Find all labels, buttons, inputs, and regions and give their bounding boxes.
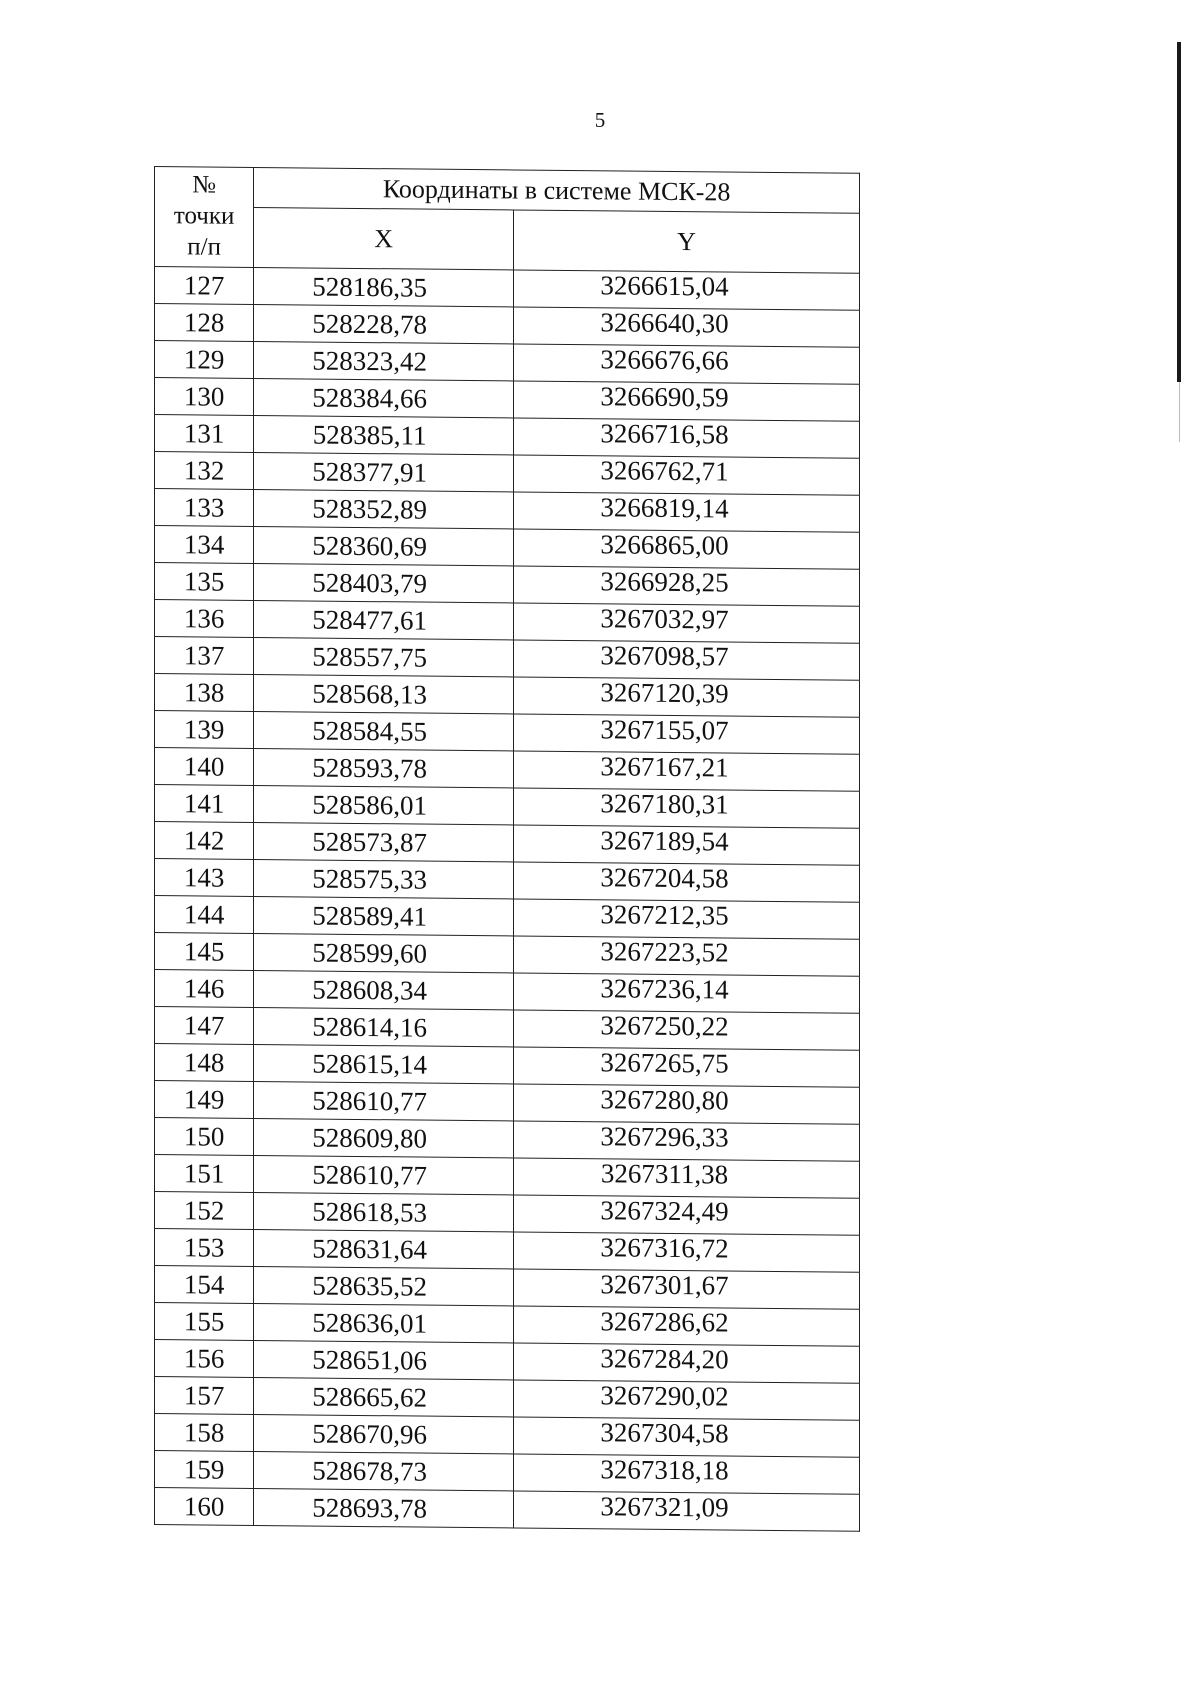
x-coordinate-cell <box>254 711 514 750</box>
x-coordinate-cell <box>254 526 514 565</box>
y-coordinate-value: 3266676,66 <box>600 343 729 376</box>
y-coordinate-cell <box>514 640 860 680</box>
x-coordinate-value: 528636,01 <box>312 1307 428 1339</box>
x-coordinate-cell <box>254 637 514 676</box>
point-number-cell: 128 <box>155 304 254 342</box>
y-coordinate-cell <box>514 492 860 532</box>
y-coordinate-cell <box>514 1380 860 1420</box>
point-number-cell: 155 <box>155 1303 254 1341</box>
x-coordinate-cell <box>254 1044 514 1083</box>
y-coordinate-cell <box>514 603 860 643</box>
y-coordinate-cell <box>514 1232 860 1272</box>
y-coordinate-cell <box>514 1491 860 1531</box>
x-column-header: X <box>254 208 514 270</box>
point-number-cell: 150 <box>155 1118 254 1156</box>
x-coordinate-value: 528584,55 <box>312 715 428 747</box>
x-coordinate-cell <box>254 970 514 1009</box>
x-coordinate-cell <box>254 304 514 343</box>
point-number-cell: 136 <box>155 600 254 638</box>
y-coordinate-value: 3267316,72 <box>600 1231 729 1264</box>
x-coordinate-value: 528360,69 <box>312 530 428 562</box>
y-coordinate-cell <box>514 751 860 791</box>
x-coordinate-cell <box>254 1488 514 1527</box>
y-coordinate-value: 3267212,35 <box>600 898 729 931</box>
y-coordinate-value: 3266762,71 <box>600 454 729 487</box>
x-coordinate-cell <box>254 1377 514 1416</box>
x-coordinate-cell <box>254 822 514 861</box>
y-coordinate-value: 3267286,62 <box>600 1305 729 1338</box>
x-coordinate-value: 528228,78 <box>312 308 428 340</box>
point-number-cell: 137 <box>155 637 254 675</box>
x-coordinate-value: 528385,11 <box>312 419 427 451</box>
scan-edge-mark <box>1177 42 1181 382</box>
y-coordinate-value: 3267311,38 <box>600 1157 729 1190</box>
header-row-title <box>155 167 860 214</box>
point-number-cell: 154 <box>155 1266 254 1304</box>
x-coordinate-cell <box>254 896 514 935</box>
x-coordinate-value: 528403,79 <box>312 567 428 599</box>
y-coordinate-cell <box>514 344 860 384</box>
point-number-cell: 153 <box>155 1229 254 1267</box>
point-number-cell: 141 <box>155 785 254 823</box>
y-coordinate-cell <box>514 1010 860 1050</box>
x-coordinate-value: 528575,33 <box>312 863 428 895</box>
x-coordinate-cell <box>254 1266 514 1305</box>
y-coordinate-cell <box>514 307 860 347</box>
point-number-cell: 129 <box>155 341 254 379</box>
x-coordinate-cell <box>254 859 514 898</box>
point-number-header-line1: № <box>192 171 217 199</box>
point-number-cell: 127 <box>155 267 254 305</box>
point-number-cell: 134 <box>155 526 254 564</box>
point-number-cell: 146 <box>155 970 254 1008</box>
x-coordinate-value: 528477,61 <box>312 604 428 636</box>
x-coordinate-cell <box>254 415 514 454</box>
y-coordinate-cell <box>514 862 860 902</box>
y-coordinate-value: 3266615,04 <box>600 269 729 302</box>
y-coordinate-value: 3266640,30 <box>600 306 729 339</box>
y-coordinate-cell <box>514 1454 860 1494</box>
x-coordinate-value: 528586,01 <box>312 789 428 821</box>
x-coordinate-value: 528608,34 <box>312 974 428 1006</box>
x-coordinate-value: 528352,89 <box>312 493 428 525</box>
point-number-cell: 156 <box>155 1340 254 1378</box>
x-coordinate-cell <box>254 452 514 491</box>
coordinates-system-header: Координаты в системе МСК-28 <box>254 167 860 213</box>
table-row <box>155 1488 860 1532</box>
x-coordinate-cell <box>254 1192 514 1231</box>
x-coordinate-value: 528377,91 <box>312 456 428 488</box>
x-coordinate-value: 528631,64 <box>312 1233 428 1265</box>
x-coordinate-value: 528678,73 <box>312 1455 428 1487</box>
point-number-cell: 145 <box>155 933 254 971</box>
y-coordinate-value: 3267296,33 <box>600 1120 729 1153</box>
y-coordinate-value: 3266865,00 <box>600 528 729 561</box>
x-coordinate-cell <box>254 674 514 713</box>
y-coordinate-value: 3267324,49 <box>600 1194 729 1227</box>
y-coordinate-value: 3266716,58 <box>600 417 729 450</box>
y-coordinate-value: 3267189,54 <box>600 824 729 857</box>
point-number-header <box>155 167 254 268</box>
x-coordinate-cell <box>254 1155 514 1194</box>
x-coordinate-value: 528573,87 <box>312 826 428 858</box>
point-number-cell: 160 <box>155 1488 254 1526</box>
y-coordinate-cell <box>514 455 860 495</box>
y-coordinate-value: 3267098,57 <box>600 639 729 672</box>
point-number-cell: 133 <box>155 489 254 527</box>
point-number-cell: 143 <box>155 859 254 897</box>
y-coordinate-cell <box>514 1269 860 1309</box>
y-coordinate-cell <box>514 1121 860 1161</box>
y-coordinate-value: 3267290,02 <box>600 1379 729 1412</box>
x-coordinate-cell <box>254 1081 514 1120</box>
x-coordinate-value: 528651,06 <box>312 1344 428 1376</box>
point-number-cell: 152 <box>155 1192 254 1230</box>
y-coordinate-cell <box>514 1047 860 1087</box>
y-coordinate-value: 3267301,67 <box>600 1268 729 1301</box>
point-number-cell: 148 <box>155 1044 254 1082</box>
x-coordinate-cell <box>254 1229 514 1268</box>
point-number-cell: 135 <box>155 563 254 601</box>
x-coordinate-cell <box>254 1303 514 1342</box>
x-coordinate-cell <box>254 1414 514 1453</box>
point-number-cell: 158 <box>155 1414 254 1452</box>
x-coordinate-value: 528665,62 <box>312 1381 428 1413</box>
y-coordinate-value: 3267280,80 <box>600 1083 729 1116</box>
y-coordinate-value: 3267223,52 <box>600 935 729 968</box>
y-coordinate-value: 3267236,14 <box>600 972 729 1005</box>
x-coordinate-value: 528186,35 <box>312 271 428 303</box>
point-number-cell: 138 <box>155 674 254 712</box>
y-coordinate-cell <box>514 825 860 865</box>
x-coordinate-cell <box>254 748 514 787</box>
x-coordinate-value: 528693,78 <box>312 1492 428 1524</box>
x-coordinate-cell <box>254 1007 514 1046</box>
x-coordinate-cell <box>254 341 514 380</box>
x-coordinate-cell <box>254 1340 514 1379</box>
x-coordinate-value: 528568,13 <box>312 678 428 710</box>
y-coordinate-value: 3267318,18 <box>600 1453 729 1486</box>
y-coordinate-cell <box>514 1306 860 1346</box>
x-coordinate-cell <box>254 267 514 306</box>
y-coordinate-value: 3267167,21 <box>600 750 729 783</box>
y-coordinate-cell <box>514 1343 860 1383</box>
point-number-cell: 139 <box>155 711 254 749</box>
point-number-header-line2: точки <box>173 202 235 230</box>
point-number-cell: 151 <box>155 1155 254 1193</box>
y-coordinate-cell <box>514 270 860 310</box>
y-coordinate-value: 3267180,31 <box>600 787 729 820</box>
x-coordinate-cell <box>254 378 514 417</box>
point-number-cell: 131 <box>155 415 254 453</box>
point-number-header-line3: п/п <box>187 233 221 261</box>
x-coordinate-cell <box>254 1118 514 1157</box>
point-number-cell: 147 <box>155 1007 254 1045</box>
y-coordinate-cell <box>514 788 860 828</box>
y-coordinate-value: 3267204,58 <box>600 861 729 894</box>
y-coordinate-value: 3267284,20 <box>600 1342 729 1375</box>
y-coordinate-value: 3267321,09 <box>600 1490 729 1523</box>
y-coordinate-value: 3267120,39 <box>600 676 729 709</box>
y-coordinate-cell <box>514 529 860 569</box>
y-coordinate-cell <box>514 1417 860 1457</box>
x-coordinate-cell <box>254 785 514 824</box>
y-coordinate-value: 3267032,97 <box>600 602 729 635</box>
header-row-axes <box>155 207 860 274</box>
y-coordinate-value: 3267155,07 <box>600 713 729 746</box>
x-coordinate-cell <box>254 933 514 972</box>
x-coordinate-value: 528610,77 <box>312 1085 428 1117</box>
y-coordinate-cell <box>514 936 860 976</box>
x-coordinate-cell <box>254 563 514 602</box>
coordinates-table <box>154 166 860 1532</box>
y-coordinate-cell <box>514 677 860 717</box>
point-number-cell: 142 <box>155 822 254 860</box>
y-coordinate-cell <box>514 381 860 421</box>
x-coordinate-value: 528599,60 <box>312 937 428 969</box>
point-number-cell: 149 <box>155 1081 254 1119</box>
y-coordinate-value: 3266928,25 <box>600 565 729 598</box>
y-coordinate-value: 3267304,58 <box>600 1416 729 1449</box>
point-number-cell: 157 <box>155 1377 254 1415</box>
x-coordinate-cell <box>254 489 514 528</box>
x-coordinate-value: 528618,53 <box>312 1196 428 1228</box>
y-coordinate-cell <box>514 1158 860 1198</box>
x-coordinate-value: 528589,41 <box>312 900 428 932</box>
x-coordinate-cell <box>254 1451 514 1490</box>
x-coordinate-value: 528610,77 <box>312 1159 428 1191</box>
x-coordinate-value: 528593,78 <box>312 752 428 784</box>
x-coordinate-value: 528384,66 <box>312 382 428 414</box>
point-number-cell: 140 <box>155 748 254 786</box>
y-coordinate-cell <box>514 899 860 939</box>
x-coordinate-value: 528635,52 <box>312 1270 428 1302</box>
y-coordinate-cell <box>514 418 860 458</box>
y-coordinate-cell <box>514 973 860 1013</box>
x-coordinate-value: 528557,75 <box>312 641 428 673</box>
scan-edge-mark-faint <box>1179 382 1180 442</box>
y-coordinate-value: 3267265,75 <box>600 1046 729 1079</box>
point-number-cell: 159 <box>155 1451 254 1489</box>
y-coordinate-value: 3267250,22 <box>600 1009 729 1042</box>
y-coordinate-cell <box>514 566 860 606</box>
x-coordinate-value: 528609,80 <box>312 1122 428 1154</box>
page-number: 5 <box>594 108 606 132</box>
x-coordinate-value: 528615,14 <box>312 1048 428 1080</box>
y-coordinate-cell <box>514 1195 860 1235</box>
x-coordinate-cell <box>254 600 514 639</box>
y-coordinate-cell <box>514 1084 860 1124</box>
x-coordinate-value: 528614,16 <box>312 1011 428 1043</box>
y-coordinate-cell <box>514 714 860 754</box>
x-coordinate-value: 528323,42 <box>312 345 428 377</box>
y-coordinate-value: 3266690,59 <box>600 380 729 413</box>
x-coordinate-value: 528670,96 <box>312 1418 428 1450</box>
y-column-header: Y <box>514 210 860 273</box>
point-number-cell: 130 <box>155 378 254 416</box>
y-coordinate-value: 3266819,14 <box>600 491 729 524</box>
point-number-cell: 132 <box>155 452 254 490</box>
point-number-cell: 144 <box>155 896 254 934</box>
